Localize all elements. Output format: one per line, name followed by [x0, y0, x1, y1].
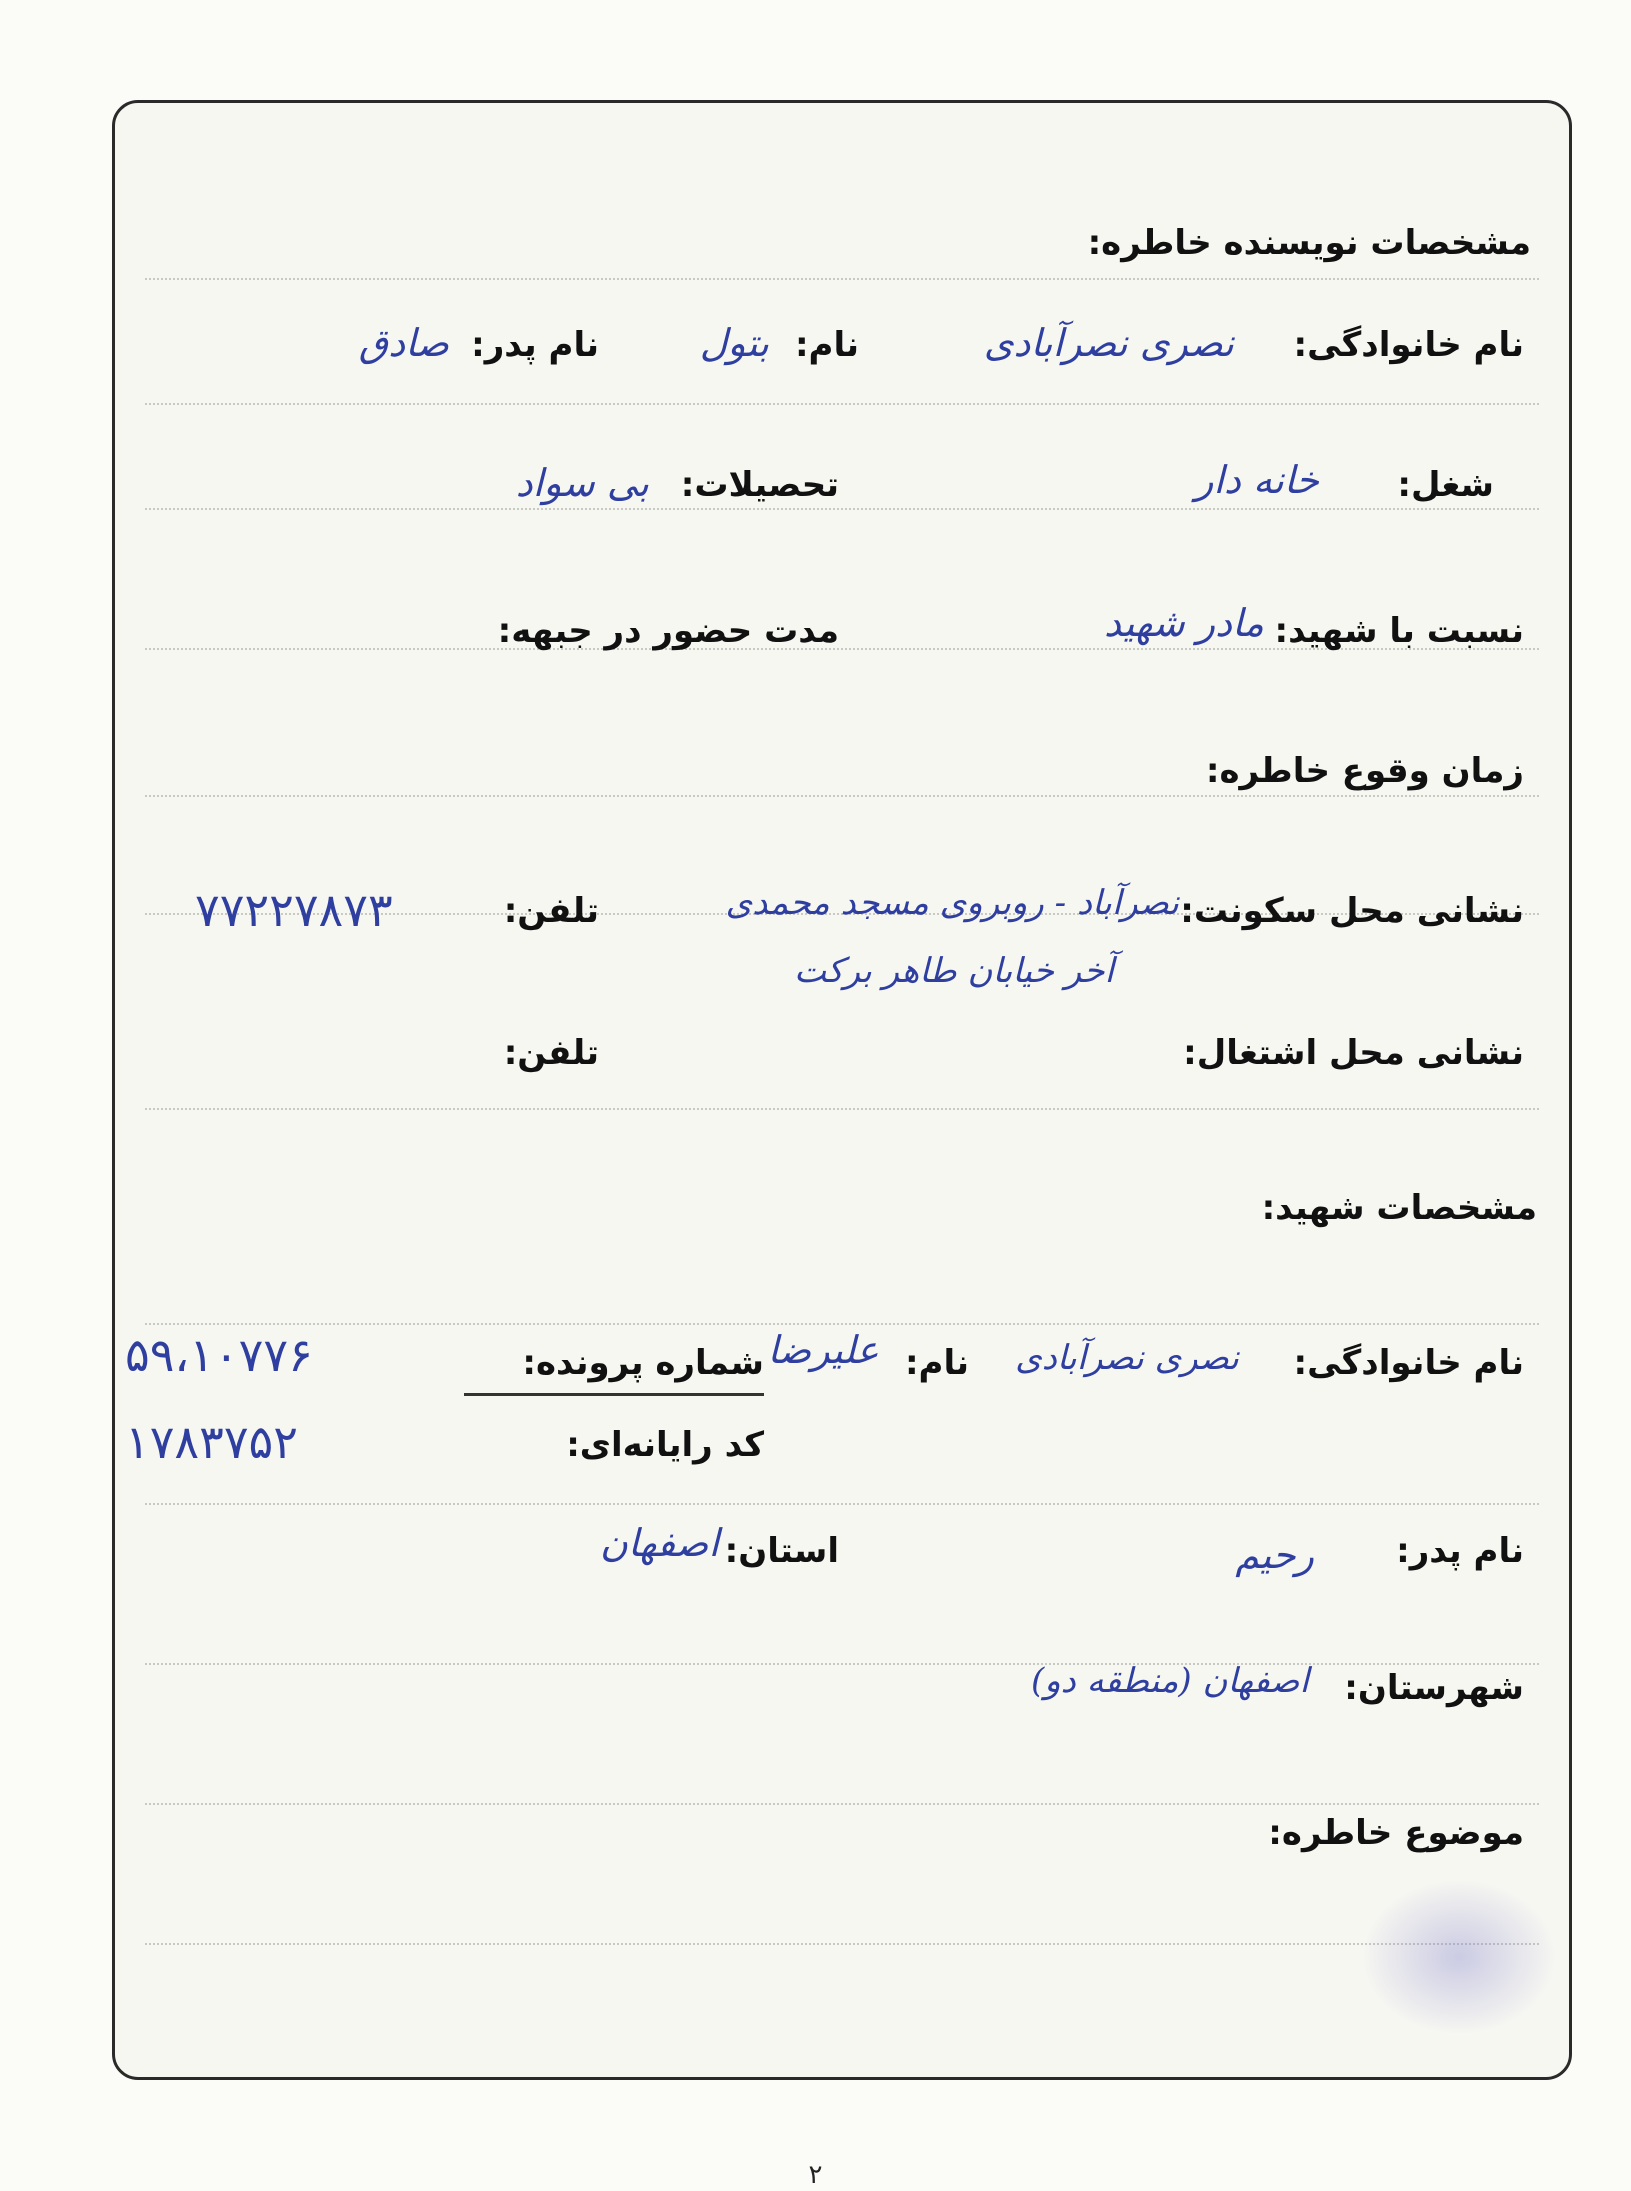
address-label: نشانی محل سکونت: — [1180, 891, 1524, 931]
work-address-label: نشانی محل اشتغال: — [1183, 1033, 1524, 1073]
front-duration-label: مدت حضور در جبهه: — [497, 611, 839, 651]
file-number-underline — [464, 1393, 764, 1396]
martyr-name-value[interactable]: علیرضا — [767, 1328, 879, 1372]
ruled-line — [145, 278, 1539, 280]
job-value[interactable]: خانه دار — [1195, 458, 1319, 502]
writer-name-label: نام: — [794, 325, 859, 365]
ruled-line — [145, 1943, 1539, 1945]
file-number-label: شماره پرونده: — [522, 1343, 764, 1383]
ruled-line — [145, 1108, 1539, 1110]
ruled-line — [145, 1803, 1539, 1805]
address-value-line2[interactable]: آخر خیابان طاهر برکت — [794, 951, 1114, 991]
form-frame — [112, 100, 1572, 2080]
writer-father-value[interactable]: صادق — [358, 321, 449, 365]
education-value[interactable]: بی سواد — [515, 461, 649, 505]
ruled-line — [145, 1663, 1539, 1665]
writer-family-value[interactable]: نصری نصرآبادی — [983, 321, 1234, 365]
writer-heading: مشخصات نویسنده خاطره: — [1087, 223, 1531, 263]
ruled-line — [145, 403, 1539, 405]
computer-code-label: کد رایانه‌ای: — [566, 1425, 764, 1465]
relation-value[interactable]: مادر شهید — [1103, 601, 1264, 645]
ruled-line — [145, 795, 1539, 797]
ink-stamp-mark — [1359, 1877, 1559, 2037]
province-value[interactable]: اصفهان — [599, 1521, 719, 1565]
ruled-line — [145, 1323, 1539, 1325]
martyr-family-label: نام خانوادگی: — [1293, 1343, 1524, 1383]
province-label: استان: — [724, 1531, 839, 1571]
writer-father-label: نام پدر: — [471, 325, 599, 365]
file-number-value[interactable]: ۵۹،۱۰۷۷۶ — [125, 1328, 313, 1382]
ruled-line — [145, 508, 1539, 510]
martyr-family-value[interactable]: نصری نصرآبادی — [1015, 1338, 1239, 1378]
computer-code-value[interactable]: ۱۷۸۳۷۵۲ — [125, 1415, 298, 1469]
writer-family-label: نام خانوادگی: — [1293, 325, 1524, 365]
martyr-heading: مشخصات شهید: — [1261, 1188, 1537, 1228]
job-label: شغل: — [1397, 465, 1494, 505]
phone-value[interactable]: ۷۷۲۲۷۸۷۳ — [195, 883, 393, 937]
phone-label: تلفن: — [503, 891, 599, 931]
city-label: شهرستان: — [1344, 1668, 1524, 1708]
relation-label: نسبت با شهید: — [1274, 611, 1524, 651]
writer-name-value[interactable]: بتول — [699, 321, 769, 365]
education-label: تحصیلات: — [680, 465, 839, 505]
page-number: ۲ — [808, 2160, 823, 2190]
ruled-line — [145, 1503, 1539, 1505]
martyr-father-label: نام پدر: — [1396, 1531, 1524, 1571]
city-value[interactable]: اصفهان (منطقه دو) — [1030, 1661, 1309, 1701]
martyr-name-label: نام: — [904, 1343, 969, 1383]
memory-time-label: زمان وقوع خاطره: — [1205, 751, 1524, 791]
subject-label: موضوع خاطره: — [1268, 1813, 1524, 1853]
address-value-line1[interactable]: نصرآباد - روبروی مسجد محمدی — [725, 883, 1179, 923]
martyr-father-value[interactable]: رحیم — [1235, 1533, 1314, 1577]
work-phone-label: تلفن: — [503, 1033, 599, 1073]
